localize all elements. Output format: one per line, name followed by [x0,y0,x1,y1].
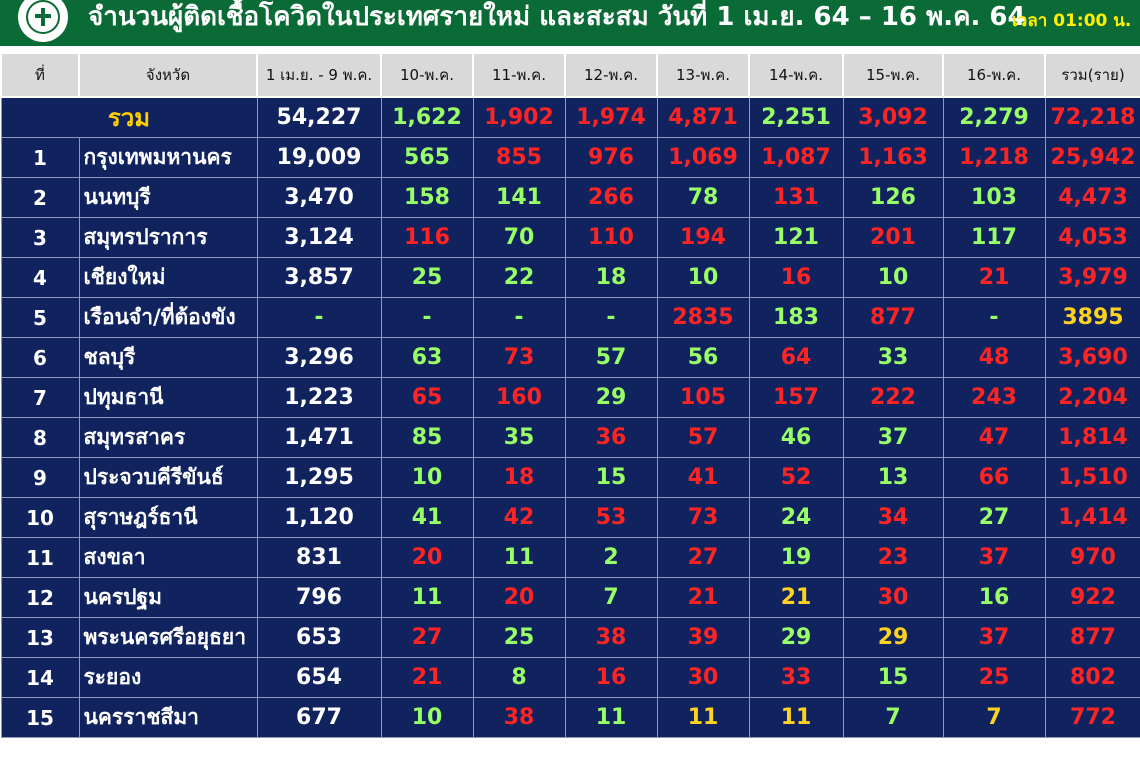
column-header: จังหวัด [79,53,257,97]
total-cell: 1,622 [381,97,473,138]
table-cell: 194 [657,218,749,258]
total-cell: 72,218 [1045,97,1140,138]
table-cell: 855 [473,138,565,178]
province-name: ระยอง [79,658,257,698]
table-cell: 29 [749,618,843,658]
table-cell: 36 [565,418,657,458]
table-cell: 19,009 [257,138,381,178]
row-index: 8 [1,418,79,458]
table-cell: 22 [473,258,565,298]
table-cell: 33 [843,338,943,378]
table-cell: 11 [473,538,565,578]
table-cell: 802 [1045,658,1140,698]
table-cell: 25 [943,658,1045,698]
column-header: รวม(ราย) [1045,53,1140,97]
column-header: ที่ [1,53,79,97]
table-cell: 116 [381,218,473,258]
table-cell: 3,296 [257,338,381,378]
row-index: 9 [1,458,79,498]
table-cell: 110 [565,218,657,258]
table-cell: 18 [473,458,565,498]
table-cell: 57 [657,418,749,458]
table-cell: 30 [843,578,943,618]
table-cell: 2,204 [1045,378,1140,418]
province-name: สุราษฎร์ธานี [79,498,257,538]
column-header: 12-พ.ค. [565,53,657,97]
province-name: นนทบุรี [79,178,257,218]
table-cell: 3895 [1045,298,1140,338]
column-header: 16-พ.ค. [943,53,1045,97]
table-cell: 3,124 [257,218,381,258]
table-cell: 158 [381,178,473,218]
table-row [1,698,1140,738]
table-cell: 201 [843,218,943,258]
table-cell: 1,163 [843,138,943,178]
table-cell: 1,814 [1045,418,1140,458]
table-row [1,138,1140,178]
table-header-row [1,53,1140,97]
row-index: 10 [1,498,79,538]
row-index: 5 [1,298,79,338]
table-row [1,458,1140,498]
table-cell: 15 [843,658,943,698]
table-cell: 3,857 [257,258,381,298]
total-cell: 1,974 [565,97,657,138]
table-cell: 41 [657,458,749,498]
table-cell: 25 [473,618,565,658]
table-cell: 183 [749,298,843,338]
table-cell: 21 [749,578,843,618]
page-title: จำนวนผู้ติดเชื้อโควิดในประเทศรายใหม่ และสะสม วันที่ 1 เม.ย. 64 – 16 พ.ค. 64 [88,2,1026,32]
table-cell: - [257,298,381,338]
province-name: กรุงเทพมหานคร [79,138,257,178]
province-name: ชลบุรี [79,338,257,378]
table-cell: 27 [657,538,749,578]
province-name: ปทุมธานี [79,378,257,418]
table-cell: 8 [473,658,565,698]
table-cell: 20 [381,538,473,578]
row-index: 7 [1,378,79,418]
table-cell: 7 [843,698,943,738]
table-row [1,178,1140,218]
table-cell: 772 [1045,698,1140,738]
table-cell: 70 [473,218,565,258]
table-cell: 10 [381,458,473,498]
province-name: นครราชสีมา [79,698,257,738]
table-cell: 1,120 [257,498,381,538]
column-header: 10-พ.ค. [381,53,473,97]
table-cell: 1,218 [943,138,1045,178]
table-cell: 29 [565,378,657,418]
table-cell: 23 [843,538,943,578]
table-cell: 25,942 [1045,138,1140,178]
province-name: นครปฐม [79,578,257,618]
table-row [1,298,1140,338]
total-cell: 1,902 [473,97,565,138]
table-cell: 27 [943,498,1045,538]
row-index: 2 [1,178,79,218]
ministry-logo-icon [18,0,68,42]
table-cell: 37 [843,418,943,458]
table-cell: 160 [473,378,565,418]
table-row [1,418,1140,458]
table-row [1,378,1140,418]
table-cell: 653 [257,618,381,658]
table-cell: 1,295 [257,458,381,498]
table-cell: 85 [381,418,473,458]
table-cell: 2 [565,538,657,578]
table-cell: 24 [749,498,843,538]
table-row [1,578,1140,618]
table-cell: 103 [943,178,1045,218]
row-index: 1 [1,138,79,178]
total-label: รวม [1,97,257,138]
table-cell: 10 [843,258,943,298]
table-cell: 10 [381,698,473,738]
table-cell: - [473,298,565,338]
table-cell: 126 [843,178,943,218]
total-cell: 3,092 [843,97,943,138]
table-cell: 3,690 [1045,338,1140,378]
table-cell: - [381,298,473,338]
province-name: สมุทรปราการ [79,218,257,258]
table-cell: 1,087 [749,138,843,178]
table-cell: 66 [943,458,1045,498]
table-cell: 266 [565,178,657,218]
table-cell: 2835 [657,298,749,338]
table-cell: 63 [381,338,473,378]
row-index: 14 [1,658,79,698]
table-cell: 1,471 [257,418,381,458]
table-cell: 13 [843,458,943,498]
table-cell: 78 [657,178,749,218]
total-cell: 4,871 [657,97,749,138]
table-cell: 65 [381,378,473,418]
table-cell: 1,414 [1045,498,1140,538]
row-index: 4 [1,258,79,298]
table-cell: 131 [749,178,843,218]
logo-ring-icon [26,0,60,34]
logo-wing-icon [35,14,51,18]
table-cell: 38 [565,618,657,658]
table-row [1,218,1140,258]
table-cell: 141 [473,178,565,218]
table-cell: 15 [565,458,657,498]
total-cell: 2,251 [749,97,843,138]
table-cell: 33 [749,658,843,698]
header-bar [0,0,1140,46]
table-cell: 976 [565,138,657,178]
table-cell: 121 [749,218,843,258]
table-cell: 796 [257,578,381,618]
table-cell: 47 [943,418,1045,458]
update-time: เวลา 01:00 น. [1012,11,1132,31]
column-header: 1 เม.ย. - 9 พ.ค. [257,53,381,97]
province-name: เรือนจำ/ที่ต้องขัง [79,298,257,338]
table-cell: 831 [257,538,381,578]
table-cell: 16 [749,258,843,298]
table-cell: 877 [843,298,943,338]
table-cell: 877 [1045,618,1140,658]
province-name: เชียงใหม่ [79,258,257,298]
table-cell: 1,223 [257,378,381,418]
total-row [1,97,1140,138]
table-cell: 73 [657,498,749,538]
row-index: 3 [1,218,79,258]
table-cell: 25 [381,258,473,298]
table-cell: 42 [473,498,565,538]
table-cell: 16 [943,578,1045,618]
table-cell: 29 [843,618,943,658]
table-cell: 46 [749,418,843,458]
table-cell: 922 [1045,578,1140,618]
table-cell: 48 [943,338,1045,378]
table-cell: 53 [565,498,657,538]
table-cell: 10 [657,258,749,298]
covid-cases-table [0,52,1140,738]
table-cell: 970 [1045,538,1140,578]
table-cell: 4,473 [1045,178,1140,218]
table-row [1,498,1140,538]
table-cell: 7 [943,698,1045,738]
table-cell: 243 [943,378,1045,418]
province-name: สมุทรสาคร [79,418,257,458]
table-cell: 19 [749,538,843,578]
table-cell: 11 [565,698,657,738]
total-cell: 2,279 [943,97,1045,138]
table-cell: 39 [657,618,749,658]
column-header: 15-พ.ค. [843,53,943,97]
column-header: 11-พ.ค. [473,53,565,97]
column-header: 13-พ.ค. [657,53,749,97]
table-cell: 35 [473,418,565,458]
table-cell: 3,979 [1045,258,1140,298]
table-cell: 21 [657,578,749,618]
row-index: 6 [1,338,79,378]
table-cell: 3,470 [257,178,381,218]
table-cell: - [565,298,657,338]
total-cell: 54,227 [257,97,381,138]
table-cell: 56 [657,338,749,378]
table-cell: 222 [843,378,943,418]
table-row [1,658,1140,698]
table-cell: 21 [381,658,473,698]
table-cell: 64 [749,338,843,378]
table-cell: 7 [565,578,657,618]
table-cell: 11 [749,698,843,738]
table-cell: 34 [843,498,943,538]
table-cell: 27 [381,618,473,658]
table-cell: 37 [943,538,1045,578]
table-cell: 18 [565,258,657,298]
table-cell: 105 [657,378,749,418]
table-cell: 52 [749,458,843,498]
row-index: 11 [1,538,79,578]
table-cell: 21 [943,258,1045,298]
table-body [1,97,1140,738]
province-name: สงขลา [79,538,257,578]
table-cell: - [943,298,1045,338]
table-cell: 41 [381,498,473,538]
table-cell: 37 [943,618,1045,658]
row-index: 12 [1,578,79,618]
province-name: พระนครศรีอยุธยา [79,618,257,658]
table-cell: 16 [565,658,657,698]
table-cell: 565 [381,138,473,178]
table-row [1,538,1140,578]
table-cell: 20 [473,578,565,618]
table-cell: 11 [657,698,749,738]
table-cell: 157 [749,378,843,418]
row-index: 13 [1,618,79,658]
table-row [1,338,1140,378]
table-cell: 677 [257,698,381,738]
table-cell: 38 [473,698,565,738]
table-cell: 654 [257,658,381,698]
table-row [1,618,1140,658]
table-cell: 11 [381,578,473,618]
table-cell: 73 [473,338,565,378]
row-index: 15 [1,698,79,738]
table-cell: 1,510 [1045,458,1140,498]
table-cell: 117 [943,218,1045,258]
table-cell: 30 [657,658,749,698]
table-cell: 1,069 [657,138,749,178]
column-header: 14-พ.ค. [749,53,843,97]
province-name: ประจวบคีรีขันธ์ [79,458,257,498]
table-cell: 57 [565,338,657,378]
table-cell: 4,053 [1045,218,1140,258]
table-row [1,258,1140,298]
